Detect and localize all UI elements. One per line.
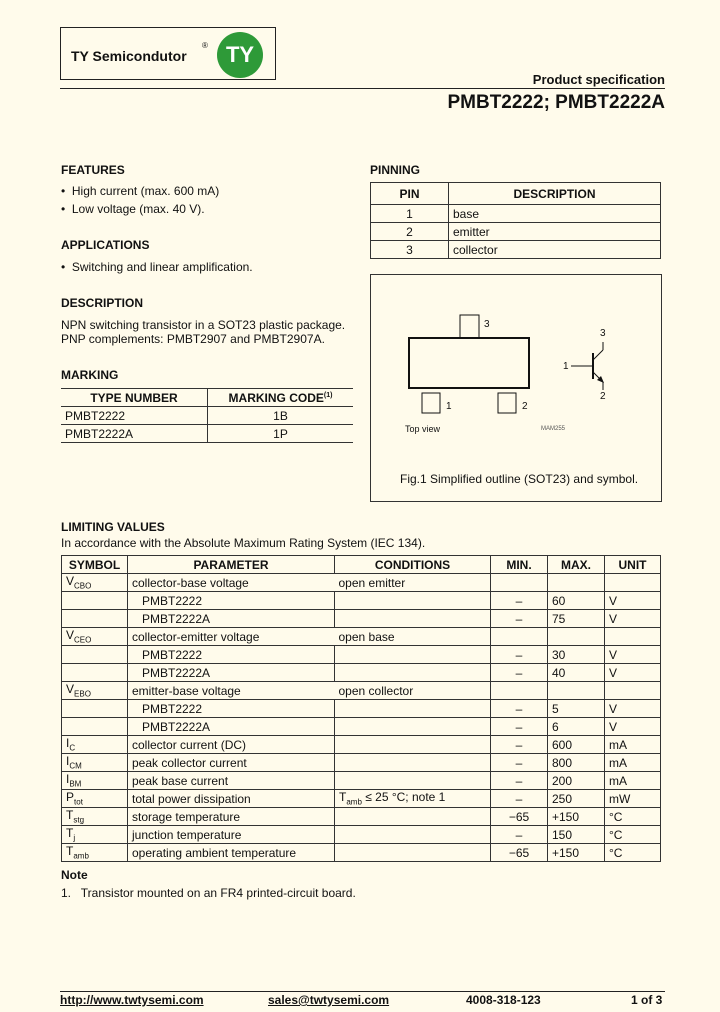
min-value: – (491, 592, 548, 610)
col-conditions: CONDITIONS (335, 556, 491, 574)
symbol-text: V (66, 574, 75, 589)
features-item: • High current (max. 600 mA) (61, 184, 220, 198)
limiting-values-heading: LIMITING VALUES (61, 520, 165, 534)
marking-type-cell: PMBT2222 (61, 407, 208, 425)
pin-description: base (449, 205, 661, 223)
table-row (62, 754, 661, 772)
parameter-cell: total power dissipation (128, 790, 335, 808)
table-row (371, 241, 661, 259)
symbol-cell (62, 808, 128, 826)
footer-website-link[interactable]: http://www.twtysemi.com (60, 993, 204, 1007)
symbol-sub: amb (73, 851, 89, 861)
symbol-cell (62, 574, 128, 592)
max-value: 75 (548, 610, 605, 628)
symbol-sub: CM (69, 761, 82, 771)
max-value: 800 (548, 754, 605, 772)
unit-value: V (605, 646, 661, 664)
description-heading: DESCRIPTION (61, 296, 144, 310)
package-figure (370, 274, 662, 502)
limiting-values-table (61, 555, 661, 862)
symbol-text: I (66, 754, 70, 769)
min-value: – (491, 826, 548, 844)
max-value: 150 (548, 826, 605, 844)
variant-name: PMBT2222 (128, 592, 335, 610)
unit-value: V (605, 610, 661, 628)
footer-phone: 4008-318-123 (466, 993, 541, 1007)
pin3-pad (460, 315, 479, 338)
description-line: PNP complements: PMBT2907 and PMBT2907A. (61, 332, 325, 346)
symbol-cell (62, 628, 128, 646)
symbol-sub: C (69, 743, 76, 753)
pinning-heading: PINNING (370, 163, 421, 177)
min-value: – (491, 718, 548, 736)
symbol-sub: stg (73, 815, 85, 825)
unit-value: °C (605, 826, 661, 844)
max-value: 40 (548, 664, 605, 682)
description-line: NPN switching transistor in a SOT23 plastic package. (61, 318, 346, 332)
table-row (62, 628, 661, 646)
unit-value: V (605, 700, 661, 718)
col-parameter: PARAMETER (128, 556, 335, 574)
symbol-sub: CEO (74, 635, 92, 645)
symbol-cell (62, 736, 128, 754)
symbol-cell (62, 826, 128, 844)
pin-number: 2 (371, 223, 449, 241)
package-body (409, 338, 529, 388)
variant-name: PMBT2222 (128, 700, 335, 718)
pin1-label: 1 (446, 401, 452, 412)
parameter-text: collector-base voltage (132, 575, 249, 590)
col-min: MIN. (491, 556, 548, 574)
table-row (62, 682, 661, 700)
collector-lead (593, 350, 603, 360)
parameter-cell: peak base current (128, 772, 335, 790)
unit-value: mA (605, 736, 661, 754)
table-row (371, 223, 661, 241)
marking-heading: MARKING (61, 368, 119, 382)
parameter-cell (128, 628, 491, 646)
parameter-cell: peak collector current (128, 754, 335, 772)
table-row (62, 844, 661, 862)
parameter-text: emitter-base voltage (132, 683, 241, 698)
conditions-cell (335, 736, 491, 754)
symbol-emitter-label: 2 (600, 391, 606, 402)
top-view-label: Top view (405, 424, 441, 434)
company-name: TY Semicondutor (71, 48, 187, 64)
sot23-drawing (371, 275, 661, 501)
symbol-text: V (66, 628, 75, 643)
applications-item: • Switching and linear amplification. (61, 260, 253, 274)
table-row (62, 826, 661, 844)
table-row (62, 646, 661, 664)
table-row (61, 425, 353, 443)
page-title: PMBT2222; PMBT2222A (447, 92, 665, 113)
min-value: −65 (491, 844, 548, 862)
registered-mark: ® (202, 41, 208, 50)
figure-caption: Fig.1 Simplified outline (SOT23) and symbol. (400, 472, 639, 486)
marking-code-cell: 1P (208, 425, 354, 443)
table-row (61, 407, 353, 425)
pin1-pad (422, 393, 440, 413)
variant-name: PMBT2222A (128, 718, 335, 736)
symbol-cell (62, 682, 128, 700)
max-value: 60 (548, 592, 605, 610)
max-value: 30 (548, 646, 605, 664)
conditions-text: open emitter (338, 575, 406, 590)
marking-note-ref: (1) (323, 391, 333, 399)
symbol-text: I (66, 736, 70, 751)
symbol-sub: EBO (74, 689, 91, 699)
max-value: 600 (548, 736, 605, 754)
note-text: 1. Transistor mounted on an FR4 printed-circuit board. (61, 886, 356, 900)
max-value: 5 (548, 700, 605, 718)
parameter-cell (128, 682, 491, 700)
unit-value: °C (605, 808, 661, 826)
table-row (62, 574, 661, 592)
marking-col-code (208, 389, 354, 407)
parameter-cell: junction temperature (128, 826, 335, 844)
max-value: 250 (548, 790, 605, 808)
symbol-sub: CBO (74, 581, 92, 591)
conditions-cell (335, 772, 491, 790)
min-value: – (491, 610, 548, 628)
features-item-text: High current (max. 600 mA) (71, 184, 220, 198)
parameter-cell (128, 574, 491, 592)
parameter-text: collector-emitter voltage (132, 629, 260, 644)
table-row (62, 718, 661, 736)
max-value: 6 (548, 718, 605, 736)
pin-number: 1 (371, 205, 449, 223)
max-value: +150 (548, 808, 605, 826)
pinning-table (370, 182, 661, 259)
table-row (62, 664, 661, 682)
applications-item-text: Switching and linear amplification. (71, 260, 253, 274)
unit-value: V (605, 664, 661, 682)
symbol-text: I (66, 772, 70, 787)
symbol-sub: j (73, 833, 76, 843)
table-row (62, 808, 661, 826)
symbol-sub: tot (74, 797, 83, 807)
conditions-sym: T (339, 790, 347, 805)
marking-type-cell: PMBT2222A (61, 425, 208, 443)
table-row (371, 205, 661, 223)
parameter-cell: storage temperature (128, 808, 335, 826)
min-value: −65 (491, 808, 548, 826)
min-value: – (491, 646, 548, 664)
pin3-label: 3 (484, 319, 490, 330)
unit-value: mA (605, 754, 661, 772)
page-number: 1 of 3 (631, 993, 663, 1007)
parameter-cell: collector current (DC) (128, 736, 335, 754)
conditions-sub: amb (346, 797, 362, 807)
spec-label: Product specification (532, 72, 665, 87)
symbol-cell (62, 772, 128, 790)
col-unit: UNIT (605, 556, 661, 574)
col-max: MAX. (548, 556, 605, 574)
marking-col-code-label: MARKING CODE (228, 390, 324, 405)
company-logo (60, 27, 276, 80)
applications-heading: APPLICATIONS (61, 238, 150, 252)
pinning-col-description: DESCRIPTION (449, 183, 661, 205)
pin2-pad (498, 393, 516, 413)
min-value: – (491, 736, 548, 754)
unit-value: °C (605, 844, 661, 862)
symbol-text: V (66, 682, 75, 697)
marking-col-type: TYPE NUMBER (61, 389, 208, 407)
table-row (62, 790, 661, 808)
limiting-values-intro: In accordance with the Absolute Maximum Rating System (IEC 134). (61, 536, 426, 550)
min-value: – (491, 790, 548, 808)
conditions-cell (335, 754, 491, 772)
unit-value: V (605, 592, 661, 610)
max-value: 200 (548, 772, 605, 790)
variant-name: PMBT2222 (128, 646, 335, 664)
col-symbol: SYMBOL (62, 556, 128, 574)
features-heading: FEATURES (61, 163, 125, 177)
footer-divider (60, 991, 665, 992)
note-heading: Note (61, 868, 88, 882)
footer-email-link[interactable]: sales@twtysemi.com (268, 993, 390, 1007)
pin-description: emitter (449, 223, 661, 241)
min-value: – (491, 754, 548, 772)
pinning-col-pin: PIN (371, 183, 449, 205)
symbol-text: P (66, 790, 75, 805)
conditions-text: open base (338, 629, 395, 644)
symbol-cell (62, 790, 128, 808)
parameter-cell: operating ambient temperature (128, 844, 335, 862)
conditions-rest: ≤ 25 °C; note 1 (361, 790, 446, 805)
symbol-cell (62, 844, 128, 862)
marking-code-cell: 1B (208, 407, 354, 425)
symbol-base-label: 1 (563, 361, 569, 372)
symbol-text: T (66, 826, 74, 841)
table-row (62, 700, 661, 718)
ty-logo-mark: TY (217, 32, 263, 78)
symbol-cell (62, 754, 128, 772)
variant-name: PMBT2222A (128, 664, 335, 682)
marking-table (61, 388, 353, 443)
symbol-text: T (66, 808, 74, 823)
min-value: – (491, 772, 548, 790)
conditions-cell (335, 790, 491, 808)
features-item-text: Low voltage (max. 40 V). (71, 202, 205, 216)
max-value: +150 (548, 844, 605, 862)
table-row (62, 610, 661, 628)
table-row (62, 772, 661, 790)
symbol-collector-label: 3 (600, 328, 606, 339)
table-row (62, 592, 661, 610)
unit-value: V (605, 718, 661, 736)
unit-value: mA (605, 772, 661, 790)
min-value: – (491, 664, 548, 682)
symbol-sub: BM (69, 779, 82, 789)
figure-ref: MAM255 (541, 426, 566, 432)
header-divider (60, 88, 665, 89)
symbol-text: T (66, 844, 74, 859)
pin-description: collector (449, 241, 661, 259)
features-item: • Low voltage (max. 40 V). (61, 202, 205, 216)
conditions-text: open collector (338, 683, 414, 698)
pin2-label: 2 (522, 401, 528, 412)
unit-value: mW (605, 790, 661, 808)
pin-number: 3 (371, 241, 449, 259)
variant-name: PMBT2222A (128, 610, 335, 628)
min-value: – (491, 700, 548, 718)
table-row (62, 736, 661, 754)
